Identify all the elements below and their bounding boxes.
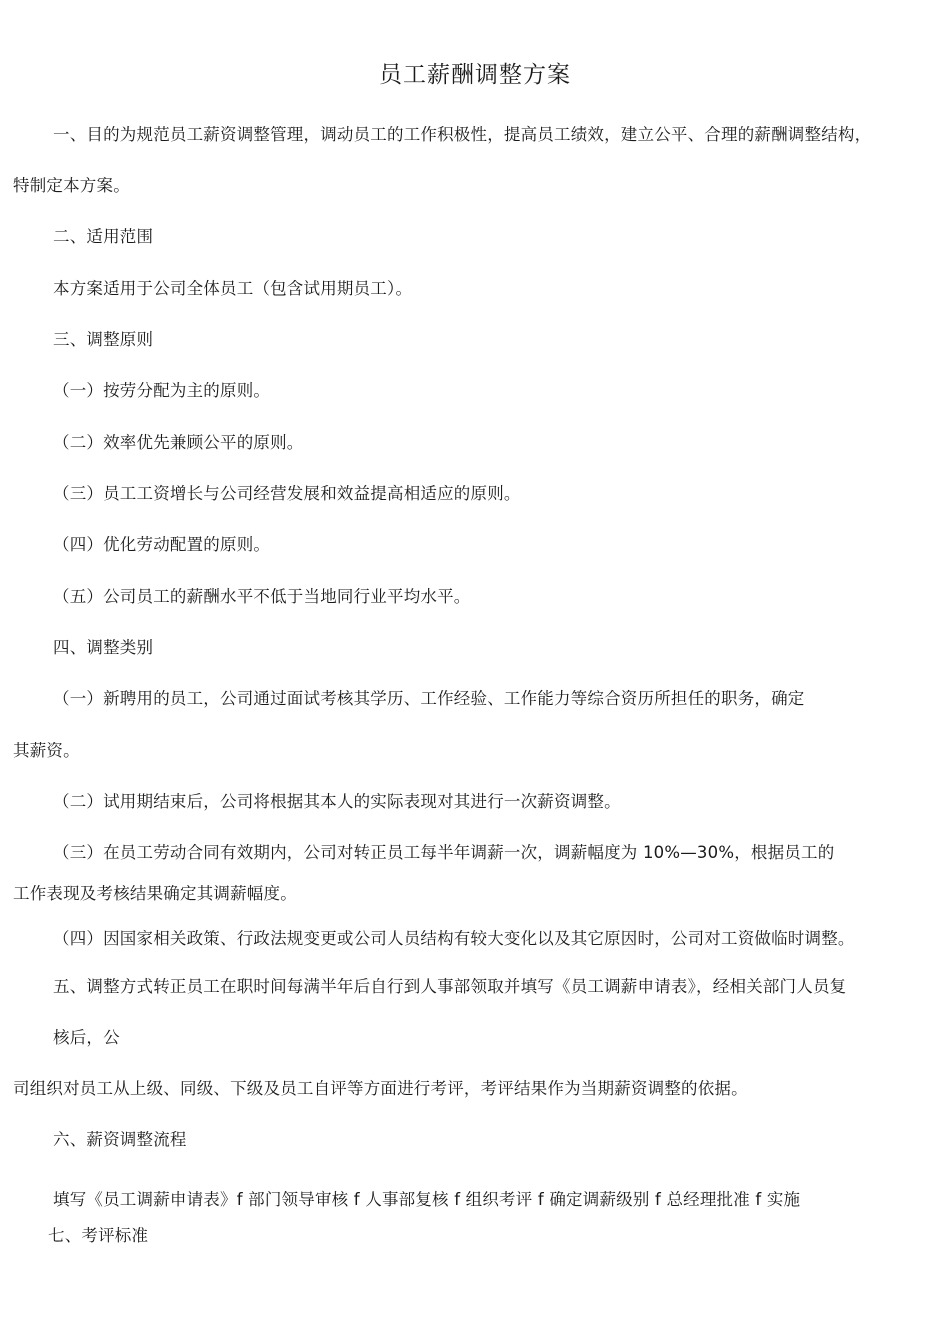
category-item-cont: 其薪资。	[13, 741, 80, 760]
section-4-heading: 四、调整类别	[53, 638, 154, 657]
principle-item: （三）员工工资增长与公司经营发展和效益提高相适应的原则。	[53, 484, 521, 503]
category-item: （二）试用期结束后，公司将根据其本人的实际表现对其进行一次薪资调整。	[53, 792, 621, 811]
principle-item: （一）按劳分配为主的原则。	[53, 381, 271, 400]
principle-item: （五）公司员工的薪酬水平不低于当地同行业平均水平。	[53, 587, 471, 606]
section-5-body-cont: 司组织对员工从上级、同级、下级及员工自评等方面进行考评，考评结果作为当期薪资调整的依据。	[13, 1079, 748, 1098]
principle-item: （四）优化劳动配置的原则。	[53, 535, 271, 554]
section-2-heading: 二、适用范围	[53, 227, 154, 246]
section-5-body-cont: 核后，公	[53, 1028, 120, 1047]
section-7-heading: 七、考评标准	[48, 1226, 149, 1245]
section-6-heading: 六、薪资调整流程	[53, 1130, 187, 1149]
document-title: 员工薪酬调整方案	[379, 62, 571, 88]
principle-item: （二）效率优先兼顾公平的原则。	[53, 433, 304, 452]
process-flow: 填写《员工调薪申请表》f 部门领导审核 f 人事部复核 f 组织考评 f 确定调薪级别 f 总经理批准 f 实施	[53, 1190, 801, 1209]
section-1-purpose: 一、目的为规范员工薪资调整管理，调动员工的工作积极性，提高员工绩效，建立公平、合理的薪酬调整结构，	[53, 125, 872, 144]
section-1-purpose-cont: 特制定本方案。	[13, 176, 130, 195]
section-2-body: 本方案适用于公司全体员工（包含试用期员工）。	[53, 279, 413, 298]
section-3-heading: 三、调整原则	[53, 330, 154, 349]
section-5-body: 五、调整方式转正员工在职时间每满半年后自行到人事部领取并填写《员工调薪申请表》，经相关部门人员复	[53, 977, 847, 996]
category-item: （三）在员工劳动合同有效期内，公司对转正员工每半年调薪一次，调薪幅度为 10%—30%，根据员工的	[53, 843, 835, 862]
category-item-cont: 工作表现及考核结果确定其调薪幅度。	[13, 884, 297, 903]
category-item: （一）新聘用的员工，公司通过面试考核其学历、工作经验、工作能力等综合资历所担任的职务，确定	[53, 689, 805, 708]
category-item: （四）因国家相关政策、行政法规变更或公司人员结构有较大变化以及其它原因时，公司对工资做临时调整。	[53, 929, 855, 948]
